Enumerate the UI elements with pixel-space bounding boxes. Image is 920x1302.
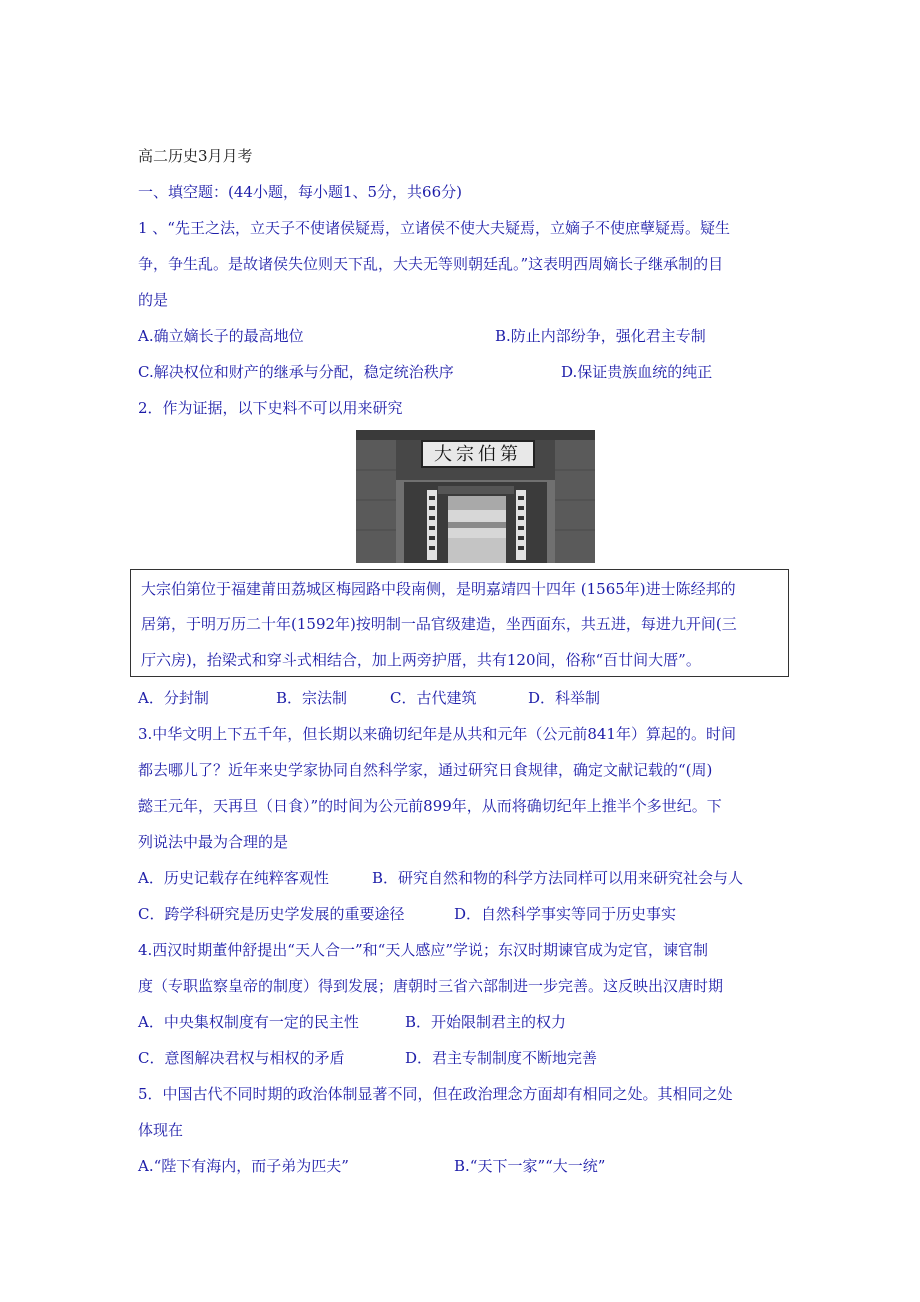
q1-option-b: B.防止内部纷争，强化君主专制 (495, 327, 706, 345)
q3-option-d: D．自然科学事实等同于历史事实 (454, 905, 677, 923)
q2-source-line-2: 居第，于明万历二十年(1592年)按明制一品官级建造，坐西面东，共五进，每进九开间(三 (141, 615, 737, 633)
q5-stem-line-1: 5．中国古代不同时期的政治体制显著不同，但在政治理念方面却有相同之处。其相同之处 (138, 1085, 733, 1103)
q5-stem-line-2: 体现在 (138, 1121, 184, 1139)
q3-option-c: C．跨学科研究是历史学发展的重要途径 (138, 905, 405, 923)
q1-stem-line-1: 1 、“先王之法，立天子不使诸侯疑焉，立诸侯不使大夫疑焉，立嫡子不使庶孽疑焉。疑生 (138, 219, 730, 237)
q1-option-c: C.解决权位和财产的继承与分配，稳定统治秩序 (138, 363, 454, 381)
q4-option-b: B．开始限制君主的权力 (405, 1013, 567, 1031)
q1-stem-line-2: 争，争生乱。是故诸侯失位则天下乱，大夫无等则朝廷乱。”这表明西周嫡长子继承制的目 (138, 255, 724, 273)
q4-option-c: C．意图解决君权与相权的矛盾 (138, 1049, 345, 1067)
q3-options-row-2 (138, 904, 788, 924)
q2-option-c: C．古代建筑 (390, 689, 477, 707)
exam-title: 高二历史3月月考 (138, 147, 253, 165)
q5-option-a: A.“陛下有海内，而子弟为匹夫” (138, 1157, 349, 1175)
q1-stem-line-3: 的是 (138, 291, 169, 309)
q2-source-line-1: 大宗伯第位于福建莆田荔城区梅园路中段南侧，是明嘉靖四十四年 (1565年)进士陈经邦的 (141, 580, 736, 598)
q4-options-row-2 (138, 1048, 788, 1068)
q4-option-a: A．中央集权制度有一定的民主性 (138, 1013, 359, 1031)
q2-source-box (130, 569, 789, 677)
q5-options-row-1 (138, 1156, 788, 1176)
mansion-gate-photo (356, 430, 595, 563)
q2-option-b: B．宗法制 (276, 689, 348, 707)
q5-option-b: B.“天下一家”“大一统” (454, 1157, 606, 1175)
q3-option-a: A．历史记载存在纯粹客观性 (138, 869, 329, 887)
photo-plaque-text: 大宗伯第 (434, 444, 522, 465)
q4-options-row-1 (138, 1012, 788, 1032)
q3-stem-line-3: 懿王元年，天再旦（日食）”的时间为公元前899年，从而将确切纪年上推半个多世纪。下 (138, 797, 722, 815)
q3-stem-line-4: 列说法中最为合理的是 (138, 833, 289, 851)
q2-stem: 2．作为证据，以下史料不可以用来研究 (138, 399, 403, 417)
q1-options-row-2 (138, 362, 788, 382)
section-heading: 一、填空题：(44小题，每小题1、5分，共66分) (138, 183, 462, 201)
q2-option-d: D．科举制 (528, 689, 601, 707)
q2-source-line-3: 厅六房)，抬梁式和穿斗式相结合，加上两旁护厝，共有120间，俗称“百廿间大厝”。 (141, 651, 701, 669)
q1-option-d: D.保证贵族血统的纯正 (561, 363, 713, 381)
q3-stem-line-1: 3.中华文明上下五千年，但长期以来确切纪年是从共和元年（公元前841年）算起的。时间 (138, 725, 736, 743)
q2-option-a: A．分封制 (138, 689, 209, 707)
q3-options-row-1 (138, 868, 788, 888)
q4-stem-line-1: 4.西汉时期董仲舒提出“天人合一”和“天人感应”学说；东汉时期谏官成为定官，谏官制 (138, 941, 708, 959)
q3-option-b: B．研究自然和物的科学方法同样可以用来研究社会与人 (372, 869, 744, 887)
q4-option-d: D．君主专制制度不断地完善 (405, 1049, 598, 1067)
q2-options-row (138, 688, 788, 708)
q3-stem-line-2: 都去哪儿了？近年来史学家协同自然科学家，通过研究日食规律，确定文献记载的“(周) (138, 761, 713, 779)
q1-option-a: A.确立嫡长子的最高地位 (138, 327, 304, 345)
q1-options-row-1 (138, 326, 788, 346)
q4-stem-line-2: 度（专职监察皇帝的制度）得到发展；唐朝时三省六部制进一步完善。这反映出汉唐时期 (138, 977, 724, 995)
